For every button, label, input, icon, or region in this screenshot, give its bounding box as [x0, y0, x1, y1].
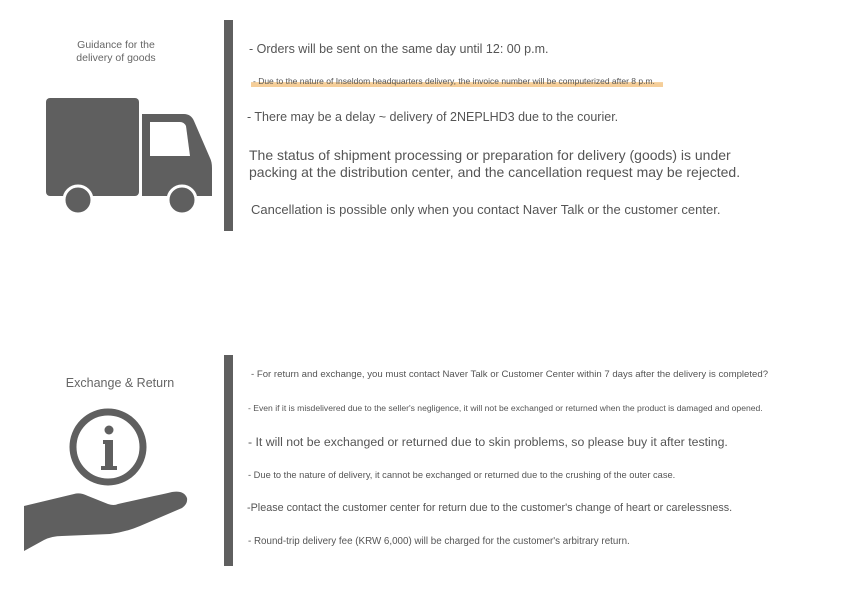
delivery-item-5: packing at the distribution center, and the cancellation request may be rejected.: [249, 164, 741, 180]
exchange-item-2: - Even if it is misdelivered due to the seller's negligence, it will not be exchanged or returned when the product is damaged and opened.: [248, 403, 763, 413]
delivery-label-line1: Guidance for the: [77, 39, 155, 51]
exchange-item-1: - For return and exchange, you must contact Naver Talk or Customer Center within 7 days after the delivery is completed?: [251, 369, 769, 380]
delivery-label-line2: delivery of goods: [76, 52, 156, 65]
exchange-section-label: Exchange & Return: [65, 376, 175, 390]
delivery-item-2: - Due to the nature of Inseldom headquarters delivery, the invoice number will be computerized after 8 p.m.: [251, 75, 663, 88]
exchange-item-5: -Please contact the customer center for return due to the customer's change of heart or carelessness.: [247, 502, 733, 514]
delivery-item-3: - There may be a delay ~ delivery of 2NEPLHD3 due to the courier.: [247, 110, 619, 124]
delivery-item-4: The status of shipment processing or preparation for delivery (goods) is under: [249, 147, 731, 163]
delivery-item-1: - Orders will be sent on the same day until 12: 00 p.m.: [249, 42, 549, 56]
exchange-item-4: - Due to the nature of delivery, it cannot be exchanged or returned due to the crushing of the outer case.: [248, 470, 676, 480]
exchange-item-3: - It will not be exchanged or returned due to skin problems, so please buy it after testing.: [248, 435, 728, 449]
exchange-item-6: - Round-trip delivery fee (KRW 6,000) will be charged for the customer's arbitrary return.: [248, 536, 630, 547]
delivery-item-6: Cancellation is possible only when you contact Naver Talk or the customer center.: [251, 202, 721, 217]
exchange-divider: [224, 355, 233, 566]
hand-info-icon: [22, 408, 192, 554]
delivery-section-label: [60, 39, 172, 65]
delivery-divider: [224, 20, 233, 231]
truck-icon: [44, 96, 216, 216]
